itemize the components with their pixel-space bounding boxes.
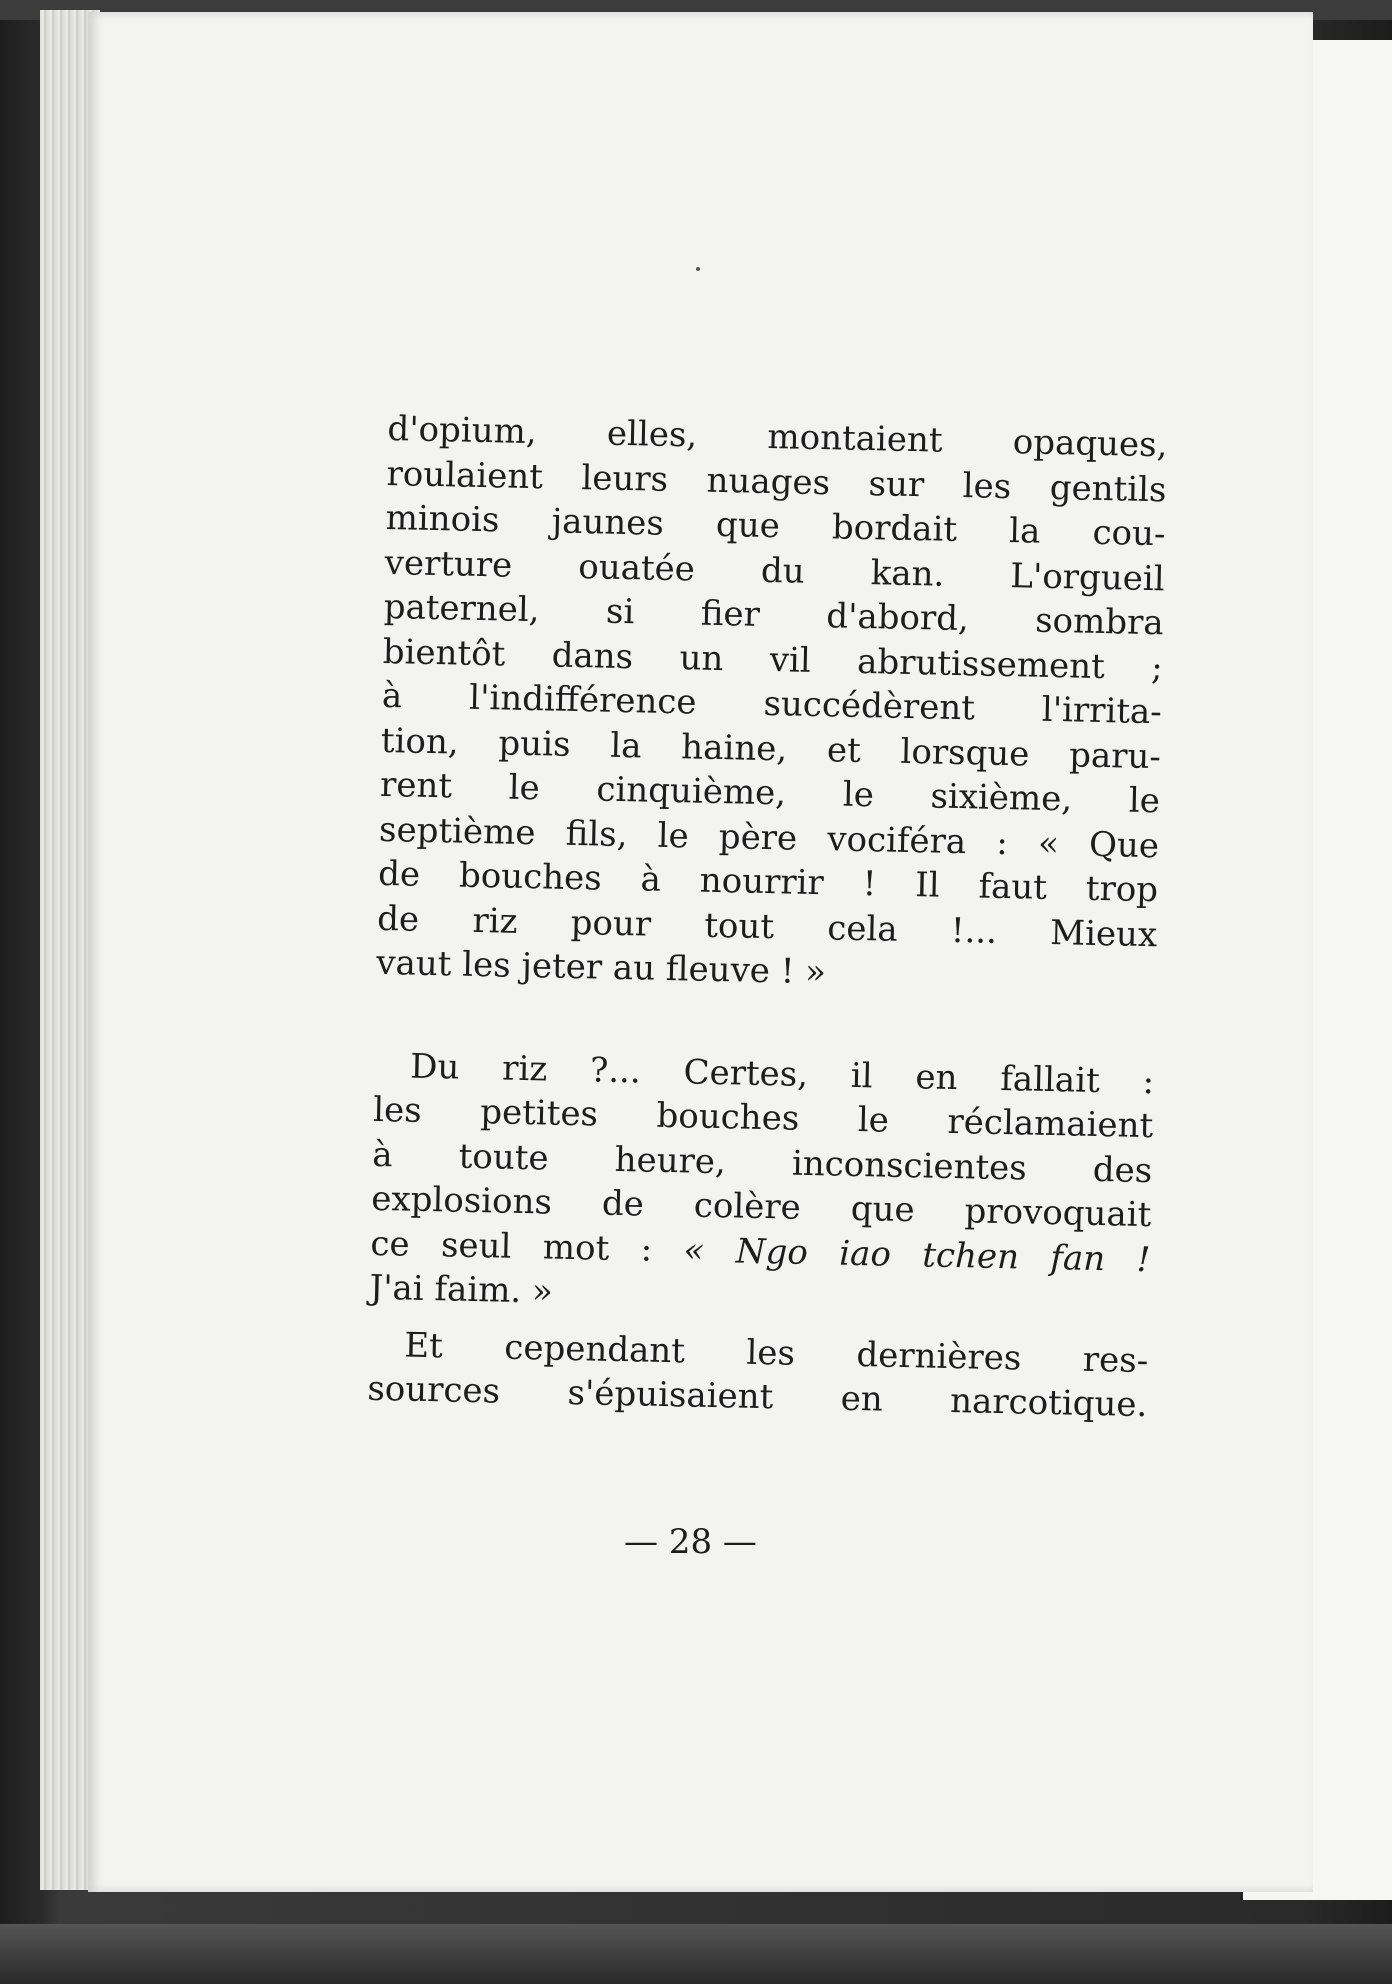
text-line: d'opium, elles, montaient opaques, xyxy=(387,408,1168,466)
ink-speck xyxy=(696,267,700,271)
text-line: Et cependant les dernières res- xyxy=(403,1325,1149,1381)
text-line: bientôt dans un vil abrutissement ; xyxy=(382,631,1164,688)
paragraph-2 xyxy=(369,1043,1154,1326)
italic-quote: « Ngo iao tchen fan ! xyxy=(683,1229,1151,1280)
text-line: septième fils, le père vociféra : « Que xyxy=(378,809,1160,866)
text-line: Du riz ?... Certes, il en fallait : xyxy=(409,1046,1155,1102)
text-line: rent le cinquième, le sixième, le xyxy=(379,764,1161,822)
text-line: les petites bouches le réclamaient xyxy=(372,1089,1154,1147)
text-line: J'ai faim. » xyxy=(369,1267,554,1312)
text-line: de bouches à nourrir ! Il faut trop xyxy=(377,853,1159,911)
text-line: explosions de colère que provoquait xyxy=(370,1178,1152,1236)
text-line: à toute heure, inconscientes des xyxy=(371,1134,1153,1191)
text-line: sources s'épuisaient en narcotique. xyxy=(367,1368,1148,1426)
page-text xyxy=(367,407,1168,1428)
book-page xyxy=(88,12,1313,1892)
text-line: à l'indifférence succédèrent l'irrita- xyxy=(381,675,1163,733)
text-line: paternel, si fier d'abord, sombra xyxy=(383,586,1165,644)
page-number: — 28 — xyxy=(624,1522,757,1562)
scan-bottom-edge xyxy=(0,1924,1392,1984)
text-line: de riz pour tout cela !... Mieux xyxy=(376,898,1158,955)
paragraph-3 xyxy=(367,1322,1149,1427)
text-line: vaut les jeter au fleuve ! » xyxy=(375,942,827,993)
paragraph-1 xyxy=(376,407,1168,1002)
text-span: ce seul mot : xyxy=(370,1223,653,1270)
text-line: tion, puis la haine, et lorsque paru- xyxy=(380,720,1162,777)
text-line: roulaient leurs nuages sur les gentils xyxy=(386,453,1167,510)
text-line: minois jaunes que bordait la cou- xyxy=(385,497,1166,555)
text-line: verture ouatée du kan. L'orgueil xyxy=(384,542,1165,599)
